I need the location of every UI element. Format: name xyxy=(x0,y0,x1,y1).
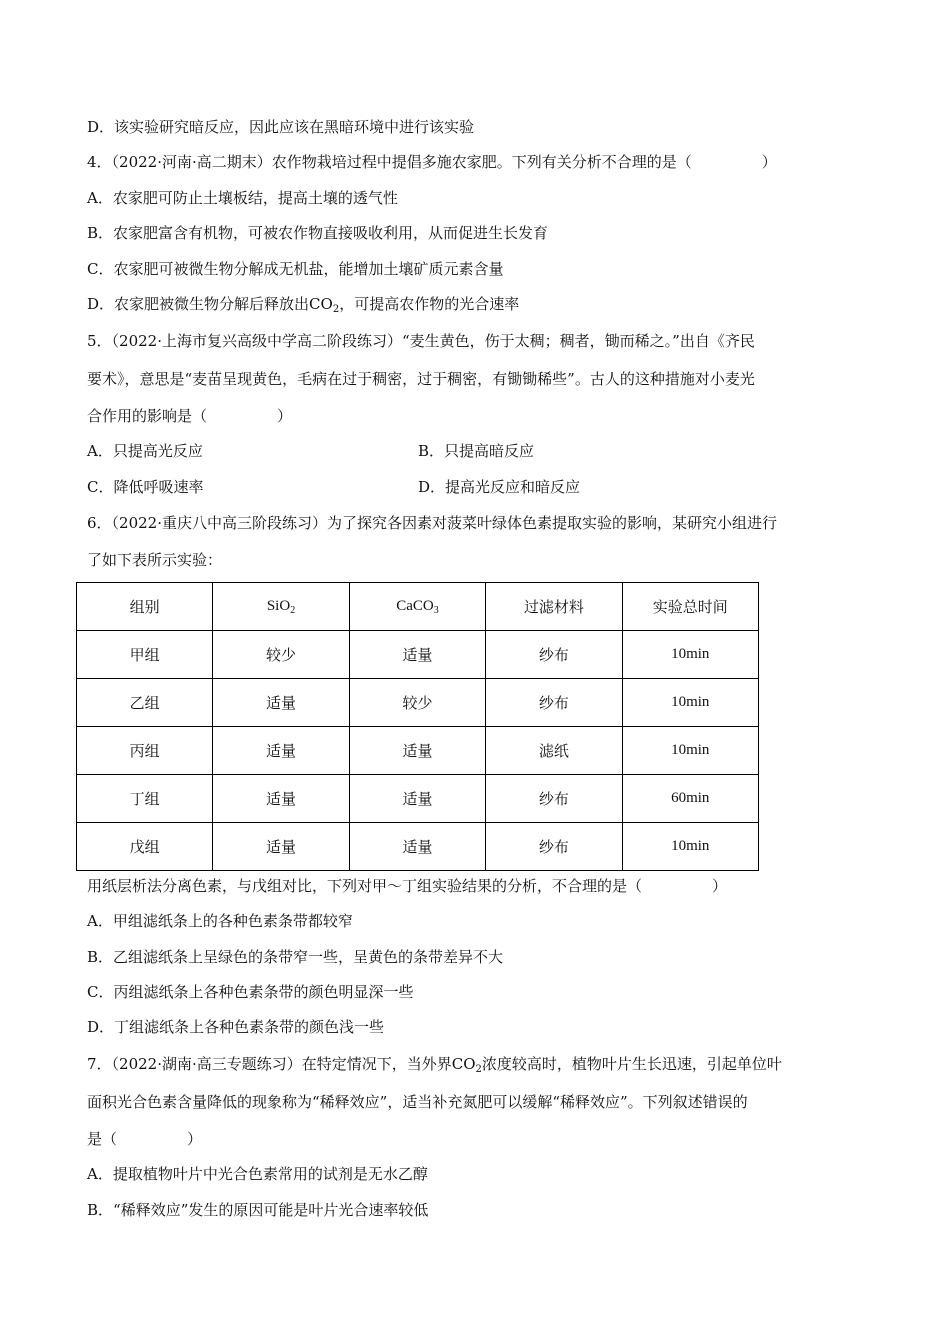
table-cell: 10min xyxy=(622,727,758,775)
q4-stem-text: 4．（2022·河南·高二期末）农作物栽培过程中提倡多施农家肥。下列有关分析不合理的是（ xyxy=(87,153,692,171)
header-filter xyxy=(486,583,622,631)
q7-stem-close: ） xyxy=(187,1130,203,1148)
header-time-label: 实验总时间 xyxy=(652,600,728,616)
q4-option-d-pre: D．农家肥被微生物分解后释放出CO xyxy=(87,295,333,313)
q4-option-d xyxy=(87,294,519,314)
q3-option-d: D．该实验研究暗反应，因此应该在黑暗环境中进行该实验 xyxy=(87,118,475,136)
table-cell: 10min xyxy=(622,679,758,727)
q7-stem-line1-pre: 7．（2022·湖南·高三专题练习）在特定情况下，当外界CO xyxy=(87,1055,476,1073)
q5-option-a: A．只提高光反应 xyxy=(87,442,203,460)
table-cell: 乙组 xyxy=(77,679,213,727)
q7-stem-line3-text: 是（ xyxy=(87,1130,118,1148)
table-cell: 60min xyxy=(622,775,758,823)
q4-option-d-sub: 2 xyxy=(332,304,340,315)
q7-stem-line1-post: 浓度较高时，植物叶片生长迅速，引起单位叶 xyxy=(481,1055,782,1073)
header-sio2 xyxy=(213,583,349,631)
table-cell: 丙组 xyxy=(77,727,213,775)
q6-option-b: B．乙组滤纸条上呈绿色的条带窄一些，呈黄色的条带差异不大 xyxy=(87,948,504,966)
table-cell: 适量 xyxy=(349,631,485,679)
table-cell: 适量 xyxy=(349,775,485,823)
q5-stem-line1: 5．（2022·上海市复兴高级中学高二阶段练习）“麦生黄色，伤于太稠；稠者，锄而稀之。”出自《齐民 xyxy=(87,332,755,350)
q5-stem-line3 xyxy=(87,406,292,426)
q4-option-d-post: ，可提高农作物的光合速率 xyxy=(339,295,520,313)
q5-stem-line2: 要术》，意思是“麦苗呈现黄色，毛病在过于稠密，过于稠密，有锄锄稀些”。古人的这种措施对小麦光 xyxy=(87,370,755,388)
table-cell: 适量 xyxy=(349,823,485,871)
q5-option-d: D．提高光反应和暗反应 xyxy=(418,478,581,496)
q7-stem-line3 xyxy=(87,1129,202,1149)
q5-stem-line3-text: 合作用的影响是（ xyxy=(87,407,208,425)
table-row xyxy=(77,727,759,775)
q7-option-a: A．提取植物叶片中光合色素常用的试剂是无水乙醇 xyxy=(87,1165,428,1183)
table-cell: 纱布 xyxy=(486,823,622,871)
header-group xyxy=(77,583,213,631)
header-caco3 xyxy=(349,583,485,631)
table-cell: 适量 xyxy=(213,727,349,775)
q5-option-c: C．降低呼吸速率 xyxy=(87,478,204,496)
table-cell: 较少 xyxy=(349,679,485,727)
q7-stem-line1 xyxy=(87,1054,782,1074)
table-cell: 适量 xyxy=(213,823,349,871)
q6-after-table-text: 用纸层析法分离色素，与戊组对比，下列对甲～丁组实验结果的分析，不合理的是（ xyxy=(87,877,643,895)
header-group-label: 组别 xyxy=(129,600,160,616)
table-cell: 较少 xyxy=(213,631,349,679)
table-cell: 戊组 xyxy=(77,823,213,871)
table-cell: 适量 xyxy=(349,727,485,775)
header-caco3-label: CaCO xyxy=(396,598,434,614)
table-cell: 适量 xyxy=(213,679,349,727)
q7-stem-line1-sub: 2 xyxy=(475,1064,482,1075)
q5-option-b: B．只提高暗反应 xyxy=(418,442,535,460)
table-row xyxy=(77,631,759,679)
table-cell: 纱布 xyxy=(486,679,622,727)
header-sio2-label: SiO xyxy=(266,598,291,614)
table-cell: 甲组 xyxy=(77,631,213,679)
q6-stem-line1: 6．（2022·重庆八中高三阶段练习）为了探究各因素对菠菜叶绿体色素提取实验的影响，某研究小组进行 xyxy=(87,514,777,532)
header-filter-label: 过滤材料 xyxy=(523,600,584,616)
table-row xyxy=(77,823,759,871)
table-cell: 10min xyxy=(622,823,758,871)
q4-option-c: C．农家肥可被微生物分解成无机盐，能增加土壤矿质元素含量 xyxy=(87,260,504,278)
q6-option-c: C．丙组滤纸条上各种色素条带的颜色明显深一些 xyxy=(87,983,414,1001)
table-cell: 滤纸 xyxy=(486,727,622,775)
q6-stem-line2: 了如下表所示实验： xyxy=(87,551,223,569)
table-row xyxy=(77,679,759,727)
table-cell: 10min xyxy=(622,631,758,679)
header-caco3-sub: 3 xyxy=(433,605,439,616)
q4-stem-close: ） xyxy=(761,153,777,171)
table-cell: 丁组 xyxy=(77,775,213,823)
q4-option-b: B．农家肥富含有机物，可被农作物直接吸收利用，从而促进生长发育 xyxy=(87,224,549,242)
header-sio2-sub: 2 xyxy=(290,605,296,616)
q4-stem xyxy=(87,152,777,172)
q7-stem-line2: 面积光合色素含量降低的现象称为“稀释效应”，适当补充氮肥可以缓解“稀释效应”。下列叙述错误的 xyxy=(87,1093,748,1111)
q6-after-table xyxy=(87,876,727,896)
table-cell: 纱布 xyxy=(486,775,622,823)
q6-experiment-table xyxy=(76,582,759,871)
table-cell: 适量 xyxy=(213,775,349,823)
q6-option-d: D．丁组滤纸条上各种色素条带的颜色浅一些 xyxy=(87,1018,385,1036)
table-cell: 纱布 xyxy=(486,631,622,679)
table-header-row xyxy=(77,583,759,631)
q6-option-a: A．甲组滤纸条上的各种色素条带都较窄 xyxy=(87,912,353,930)
q6-after-close: ） xyxy=(712,877,728,895)
table-row xyxy=(77,775,759,823)
q5-stem-close: ） xyxy=(277,407,293,425)
q4-option-a: A．农家肥可防止土壤板结，提高土壤的透气性 xyxy=(87,189,398,207)
q7-option-b: B．“稀释效应”发生的原因可能是叶片光合速率较低 xyxy=(87,1201,429,1219)
header-time xyxy=(622,583,758,631)
